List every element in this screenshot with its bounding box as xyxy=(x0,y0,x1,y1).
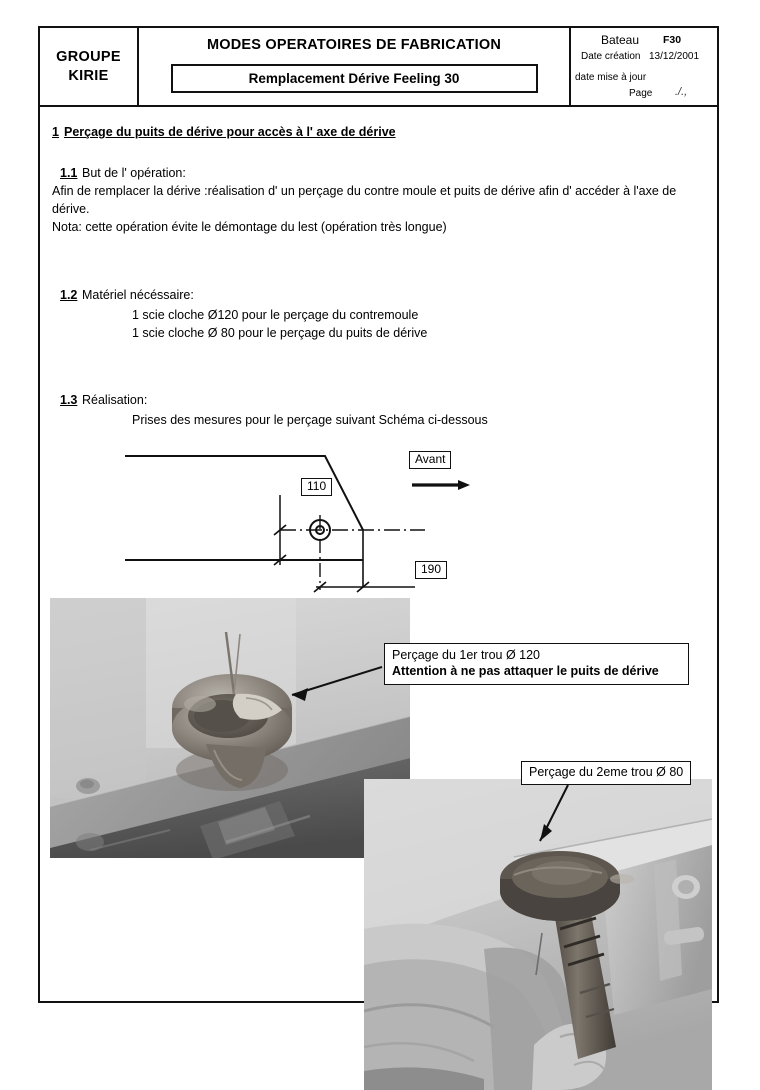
direction-label-avant: Avant xyxy=(409,451,451,469)
section-1-2-number: 1.2 xyxy=(60,288,78,302)
document-page-frame xyxy=(38,26,719,1003)
section-1-1-title: But de l' opération: xyxy=(82,166,186,180)
document-subtitle-box xyxy=(171,64,538,93)
section-1-3-line-1: Prises des mesures pour le perçage suivant Schéma ci-dessous xyxy=(132,413,488,427)
callout-second-hole xyxy=(521,761,691,785)
meta-date-maj-label: date mise à jour xyxy=(575,72,647,83)
callout-second-hole-line1: Perçage du 2eme trou Ø 80 xyxy=(529,765,684,779)
meta-page-label: Page xyxy=(629,88,653,99)
meta-date-creation-label: Date création xyxy=(581,51,641,62)
photo-first-hole-graphic xyxy=(50,598,410,858)
photo-first-hole-drilling xyxy=(50,598,410,858)
section-1-2-item-2: 1 scie cloche Ø 80 pour le perçage du puits de dérive xyxy=(132,326,428,340)
header-meta-block xyxy=(571,28,717,105)
section-1-1-number: 1.1 xyxy=(60,166,78,180)
company-name-line1: GROUPE xyxy=(56,49,121,65)
meta-bateau-value: F30 xyxy=(663,34,682,46)
section-1-3-number: 1.3 xyxy=(60,393,78,407)
document-main-title: MODES OPERATOIRES DE FABRICATION xyxy=(206,37,501,53)
section-1-2-title: Matériel nécéssaire: xyxy=(82,288,194,302)
document-header xyxy=(40,28,717,107)
section-1-number: 1 xyxy=(52,125,59,139)
header-company-block xyxy=(40,28,139,105)
photo-second-hole-drilling xyxy=(364,779,712,1090)
header-title-block xyxy=(139,28,571,105)
dimension-label-190: 190 xyxy=(415,561,447,579)
meta-date-creation-value: 13/12/2001 xyxy=(649,51,700,62)
document-body xyxy=(40,107,717,1001)
company-name-line2: KIRIE xyxy=(68,68,109,84)
document-subtitle: Remplacement Dérive Feeling 30 xyxy=(248,71,460,86)
callout-first-hole-line2: Attention à ne pas attaquer le puits de dérive xyxy=(392,663,659,678)
section-1-1-line-2: dérive. xyxy=(52,202,90,216)
section-1-1-line-3: Nota: cette opération évite le démontage du lest (opération très longue) xyxy=(52,220,447,234)
callout-first-hole xyxy=(384,643,689,685)
meta-page-value: ./., xyxy=(675,86,688,98)
section-1-1-line-1: Afin de remplacer la dérive :réalisation d' un perçage du contre moule et puits de dérive afin d' accéder à l'axe de xyxy=(52,184,677,198)
section-1-title: Perçage du puits de dérive pour accès à l' axe de dérive xyxy=(64,125,396,139)
photo-second-hole-graphic xyxy=(364,779,712,1090)
technical-drawing xyxy=(120,447,470,602)
dimension-label-110: 110 xyxy=(301,478,332,496)
section-1-2-item-1: 1 scie cloche Ø120 pour le perçage du contremoule xyxy=(132,308,419,322)
section-1-3-title: Réalisation: xyxy=(82,393,148,407)
meta-bateau-label: Bateau xyxy=(601,33,640,47)
callout-first-hole-line1: Perçage du 1er trou Ø 120 xyxy=(392,648,541,662)
